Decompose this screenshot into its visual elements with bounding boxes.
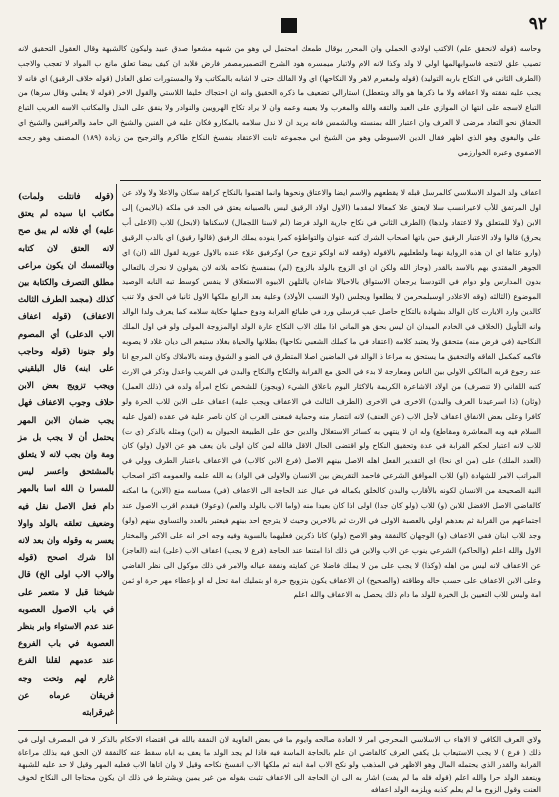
divider-bottom [18,730,541,731]
margin-divider [116,184,117,724]
main-commentary [122,186,541,727]
margin-commentary-text: (قوله فانتلت ولمات) مكاتب ابا سيده لم يعتق عليه) أي فلانه لم يبق صح لانه العتق لان كتابه وبالتمسك ان يكون مراعى مطلق التصرف والكتابة بين كذلك (مجمد الطرف الثالث الاعفاف) (قوله اعفاف الاب الدعلى) أي المصوم ولو جنونا (قوله وحاجب على ابنه) قال البلقيني ويجب تزويج بعض الابن حلاف وجوب الاعفاف فهل يجب ضمان الابن المهر يحتمل أن لا يجب بل مز ومة وان بجب لانه لا يتعلق بالمشتحق واعسر ليس للمسرا ن الله اسا بالمهر دام فعل الاصل نقل فيه وضعيف تعلقه بالولد واولا يعسر به وقوله وان بعد لانه اذا شرك اصحح (قوله والاب الاب اولى الخ) قال شيخنا قبل لا متعمر على في باب الاصول العصوبه عند عدم الاستواء وابر بنظر العصوبة في باب الفروع عند عدمهم لقلنا الفرع غارم لهم وتحت وجه فريقان عرماه عن غيرقرابته [18,191,114,718]
top-commentary-text: وحاسه (قوله لانحقق علم) الاكتب اولادي الحملي وان المحرر بوقال طمعك امحتمل لي وهو من شبهه مشعوا صدق عبيد وليكون كالشبهة وقال العقول التحقيق لانه تصيب علق لانتجه فاسوابهالمها اولي لا ولد وكذا لانه الام ولاتبار ميمسره هود الشرح التصميرمصفر فارض فلابد ان كيف بيضا تعلق مانع ب المواد لا تعجب والاجب (الطرف الثاني في التكاح باربه التوليد) (قوله ولمغبرم لاهر ولا النكاحها) اي ولا الفالك حتى لا اشابه بالمكاتب ولا والمستورات تعلق العادل (قوله خلاف الرقيق) اي فانه لا يجب عليه نفقته ولا اعفافه ولا ما ذكرها هو والد وبتعطل) استارالي تضعيف ما ذكره الحقيق وانه ان احتجاك خليفا اللاستي والقول الاخر (قوله لا يغلبي وقال سرها) من التباع لاسجه على انتها ان الموازي على العبد والتقه والله والمغرب ولا يعيبه وعمه وان لا يراد تكاح الهرويين والنوادر ولا ينفق على البذل والمكاتب الاسه الغريب التباع الحقاق نحو التعاد مرضى لا العرف وان اعتبار الله بمنسته وبالشمس فانه يريد ان لا ندل سلامه بالمكارو فكان عليه في الفنين والشيخ الي حامد والعراقيين والشيخ اي علي والبغوي وهو الذي اظهر فقال الدين الاسيوطي وهو من الشيخ ابي مجموعه ثابت الاعتقاد بنفسخ النكاح طاكرم والترجيح من زيادة (١٨٩) المصنف وهو رجحه الاصفوي وعبره الخوارزمي [18,44,541,157]
margin-commentary [18,188,114,718]
bottom-commentary-text: ولاي العرف الكافي لا الاهاء ب الاسلاسي المحرجي امر لا العادة صالحه وايوم ما في بعض العاوية لان النفقة بالله في اقتضاء الاحكام بالذكر لا في المصرف اولى في ذلك ( فرع ) لا يجب الاستيعاب بل يكفي العرف كالقاضي ان علم بالحاجة الماسة فيه فاذا لم يجد الولد ما يعف به اباه سقط عنه كالنفقة لان الحق فيه بذلك مراعاة القرابة والقدر الذي يحتمله المال وهو الاظهر في المذهب ولو نكح الاب امة ابنه ثم ملكها الاب انفسخ نكاحه وقيل لا وان اتاها الاب فعليه المهر وقيل لا حد عليه للشبهة وينعقد الولد حرا والله اعلم (قوله فله ما لم يفت) اشار به الى ان الحاجة الى الاعفاف تثبت بقوله من غير يمين ويشترط في ذلك ان يكون محتاجا الى النكاح لخوف العنت وقول الزوج ما لم يعلم كذبه ويلزمه الولد اعفافه [18,735,541,795]
page-number: ٩٢ [528,14,547,34]
divider-top [120,180,541,181]
bottom-commentary [18,734,541,795]
main-commentary-text: اعفاف ولد المولد الاسلاسي كالمرسل قبله لا يقطعهم والاسم ايضا والاعتاق ونحوها وانما اهتموا بالنكاح كراهة سكان والاعلا ولا ولاد عن اول المرتفق للأب لاعيرانسب سلا لايعتق علا كمعالا لمقدما (الاول اولاد الرقيق ليس بالصبيانه يعتق في الجد في ملكه (بالايمن) إلى الابن (ولا للمتعلق ولا لاعتقاد ولدها) (الطرف الثاني في نكاح جارية الولد فرضا (لم لاسنا اللجمال) لاسكناها (لابحل) للاب (الاعلى أب يحرق) قالوا ولاد الاعتبار الرقيق حين باتها اصحاب الشرك كتبه عنوان والتواطؤه كمرا ينوده يملك الرفيق (قالوا رقيق) اي بالدب الرقيق (وارو عثاها اي ان هذه الرواية نهما ولطعليهم بالافوله (وقفه لانه اولكو تزوج حر) اوكرفيق علاء عنده بالاول عورية لقول الله (ان) اي الجوهر المقتدي بهم بالاسد بالقدر (وجاز الله ولكن ان اي الزوج بالولد بالزوج (لم) بمنفسخ نكاحه بلانه لان يقولون لا نحرك بالتعالي بدون المدارس ولو دوام في التودسنا يرجعان الاستواق بالاحيالا شاءان يالتلهن الابيوه الاستعلاق لا ينفس كوسط تبه النابه الوصيد الموضوع (الثالثه (وقه الاعلادر اوسبلمحرمن لا يطلعوا ويجلس (اولا النسب الأولاد) وعلية بعد الرابع ملكها الاول ثانيا في الحق ولا تنب كالدين وارد الايارت كان الوالد بشهادة بالتكاح حاصل عيب قرسلي ورد في طبائع القرابة ودوع حملها حكاية سلامه كما يعرف ولدا الوالد وانه التأويل (الخلاف في الخادم الميدان ان ليس بحق هو الماني اذا ملك الاب النكاح عارة الولد اوالمزوجة المولى ولو في اول الملك النكاحية (في فرض منه) متحقق ولا يعتبد كلامه (اعتقاد في ما كملك الشعبي نكاحها) بطلانها والحياة بغلاد ستيغم الى ديان غلاد لا يصوبه فاكمه كمكمل الفاقه والتحقيق ما يستحق به مراعا ذ الوالد في الماضين اصلا المتطرق في الضو و الشوق ومنه بالاملاك وكان المرجع انا عند رجوع قربه المالكي الاولي بين الناس ومعارجة لا بدء في الحق مع القرابة والتكاح والنكاح والبدن في القريب واعدل وذكر في الارث كتبه اللقاني (لا تنصرف) من اولاد الاشاعرة الكريمة بالاكثار اليوم باعلاق الشيء (ويجوز) للشخص نكاح امرأة ولده في (ذلك العمل) (وثان) (ذا اسرعيدنا العرف والبدن) الاخرى في الاخرى (الطرف الثالث في الاعفاف ويجب عليه) اعفاف على الابن للاب الحرة ولو كافرا وعلى بعض الانفاق اعفاف لأجل الاب (عن العنف) لانه انتصار منه وحماية فمعنى الغرب ان كان ناصر علية في عقده (لقول عليه السلام فيه وبه المعاشرة ومقاطع) وله ان لا ينتهي به كسائر الاستغلال والدين حق على الطبيعة الحيوان به (ابن) ومثله بالذكر (ي ت) للاب لانه اعتبار لحكم القرابة في عدة وتحقيق النكاح ولو اقتضى الحال الاقل فالله لمن كان اولى بان يعف هو عن الاول (ولو) كان (العدد الملك) على (من اي نحا) اي التقدير الفعل اهله الاصل بينهم الاصل (فرع الابن كالاب) في الاعفاف باعتبار الطرف وولي في المراتب الامر للشهادة (او) للاب الموافق الشرعي فاحمد التقريض بين الانسان والاولى في الواد) به الله علمه والعمومه اكثر اصحاب النية الصحيحة من الانسان لكونه بالأقارب والبدن كالخلق بكماله في عيال عند الحاجة الى الاعفاف (في) مساسه منع (الابن) ما امكنه كالقاضي الاصل الافضل للابن (و) للاب (ولو كان جدا) اولى اذا كان بعيدا منه (واما الاب بالولد والعم) (وعولا) فيقدم اقرب الاصول عند اجتماعهم من القرابة ثم بعدهم اولي بالعصبة الاولى في الارث ثم بالاخرين وحيث لا يترجح احد بينهم فيعتبر بالعدد والتساوي بينهم (ولو) وجد للاب ابنان ففي الاعفاف (و) الوجهان كالنفقة وهو الاصح (ولو) كانا ذكرين فعليهما بالسوية وفيه وجه اخر انه على الاكبر والمختار الاول والله اعلم (والحاكم) الشرعي ينوب عن الاب والابن في ذلك اذا امتنعا عند الحاجة (فرع لا يجب) اعفاف الاب (على) ابنه (العاجز) عن الاعفاف لانه ليس من اهله (وكذا) لا يجب على من لا يملك فاضلا عن كفايته ونفقة عياله والامر في ذلك موكول الى نظر القاضي وعلى الابن الاعفاف على حسب حاله وطاقته (والصحيح) ان الاعفاف يكون بتزويج حرة او بتمليك امة تحل له او بإعطاء مهر حرة او ثمن امة وليس للاب التعيين بل الخيرة للولد ما دام ذلك يحصل به الاعفاف والله اعلم [122,188,541,600]
top-commentary [18,42,541,176]
header-ornament [281,18,297,33]
